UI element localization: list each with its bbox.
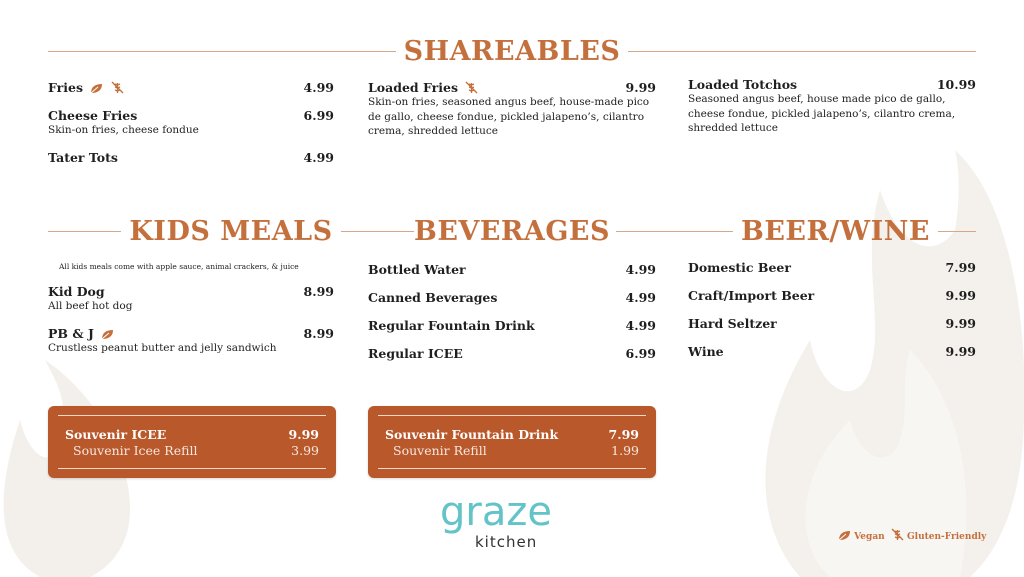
box-rule-bottom <box>378 468 646 469</box>
item-name: Craft/Import Beer <box>688 288 815 303</box>
divider-line <box>628 51 976 52</box>
item-price: 4.99 <box>303 150 334 165</box>
item-price: 8.99 <box>303 284 334 299</box>
kitchen-logo-text: kitchen <box>475 533 538 551</box>
divider-line <box>48 51 396 52</box>
item-name: Canned Beverages <box>368 290 498 305</box>
menu-item-craft-import-beer <box>688 288 976 306</box>
item-name: Regular Fountain Drink <box>368 318 535 333</box>
item-price: 9.99 <box>945 344 976 359</box>
item-price: 8.99 <box>303 326 334 341</box>
refill-price: 1.99 <box>611 443 639 458</box>
item-price: 7.99 <box>945 260 976 275</box>
refill-price: 3.99 <box>291 443 319 458</box>
beer-wine-header <box>616 212 976 250</box>
graze-logo: graze <box>440 489 552 535</box>
item-name: Tater Tots <box>48 150 118 165</box>
leaf-icon <box>90 83 103 94</box>
menu-item-canned-beverages <box>368 290 656 308</box>
menu-item-tater-tots <box>48 150 334 168</box>
item-price: 9.99 <box>625 80 656 95</box>
item-price: 9.99 <box>945 316 976 331</box>
item-description: Skin-on fries, seasoned angus beef, house-made pico de gallo, cheese fondue, pickled jalapeno’s, cilantro crema, shredded lettuce <box>368 96 650 137</box>
box-rule-top <box>378 415 646 416</box>
item-description: All beef hot dog <box>48 300 133 312</box>
item-price: 4.99 <box>303 80 334 95</box>
leaf-icon <box>101 329 114 340</box>
menu-item-bottled-water <box>368 262 656 280</box>
shareables-title: SHAREABLES <box>403 35 621 67</box>
item-name: Bottled Water <box>368 262 466 277</box>
menu-item-hard-seltzer <box>688 316 976 334</box>
item-name: Wine <box>688 344 724 359</box>
beverages-header <box>406 212 616 250</box>
divider-line <box>938 231 976 232</box>
item-name: Souvenir ICEE <box>65 427 167 442</box>
legend-vegan: Vegan <box>854 532 885 542</box>
refill-name: Souvenir Icee Refill <box>73 443 198 458</box>
divider-line <box>341 231 414 232</box>
item-name: Cheese Fries <box>48 108 138 123</box>
kids-meals-title: KIDS MEALS <box>129 215 333 247</box>
shareables-header <box>48 32 976 70</box>
menu-item-wine <box>688 344 976 362</box>
item-price: 6.99 <box>303 108 334 123</box>
beer-wine-title: BEER/WINE <box>741 215 930 247</box>
item-price: 4.99 <box>625 318 656 333</box>
menu-item-domestic-beer <box>688 260 976 278</box>
item-name: Souvenir Fountain Drink <box>385 427 559 442</box>
kids-meals-header <box>48 212 414 250</box>
item-name: Loaded Fries <box>368 80 458 95</box>
item-name: Hard Seltzer <box>688 316 777 331</box>
souvenir-icee-box <box>48 406 336 478</box>
souvenir-fountain-box <box>368 406 656 478</box>
item-price: 10.99 <box>936 77 976 92</box>
refill-name: Souvenir Refill <box>393 443 487 458</box>
item-name: Regular ICEE <box>368 346 463 361</box>
item-price: 4.99 <box>625 262 656 277</box>
wheat-slash-icon <box>891 528 904 541</box>
box-rule-bottom <box>58 468 326 469</box>
box-rule-top <box>58 415 326 416</box>
item-name: Fries <box>48 80 83 95</box>
beverages-title: BEVERAGES <box>414 215 610 247</box>
divider-line <box>48 231 121 232</box>
leaf-icon <box>838 530 851 541</box>
item-price: 9.99 <box>945 288 976 303</box>
wheat-slash-icon <box>111 81 124 94</box>
divider-line <box>616 231 733 232</box>
legend-gluten-friendly: Gluten-Friendly <box>906 532 987 542</box>
item-name: Kid Dog <box>48 284 105 299</box>
item-description: Crustless peanut butter and jelly sandwich <box>48 342 277 354</box>
item-price: 7.99 <box>608 427 639 442</box>
menu-item-regular-icee <box>368 346 656 364</box>
wheat-slash-icon <box>465 81 478 94</box>
item-name: PB & J <box>48 326 94 341</box>
item-description: Seasoned angus beef, house made pico de gallo, cheese fondue, pickled jalapeno’s, cilantro crema, shredded lettuce <box>688 93 956 134</box>
item-name: Domestic Beer <box>688 260 791 275</box>
menu-item-fries <box>48 80 334 98</box>
legend <box>838 528 986 542</box>
item-description: Skin-on fries, cheese fondue <box>48 124 199 136</box>
item-name: Loaded Totchos <box>688 77 798 92</box>
kids-meals-note: All kids meals come with apple sauce, animal crackers, & juice <box>59 262 299 271</box>
menu-item-regular-fountain-drink <box>368 318 656 336</box>
item-price: 4.99 <box>625 290 656 305</box>
item-price: 9.99 <box>288 427 319 442</box>
item-price: 6.99 <box>625 346 656 361</box>
